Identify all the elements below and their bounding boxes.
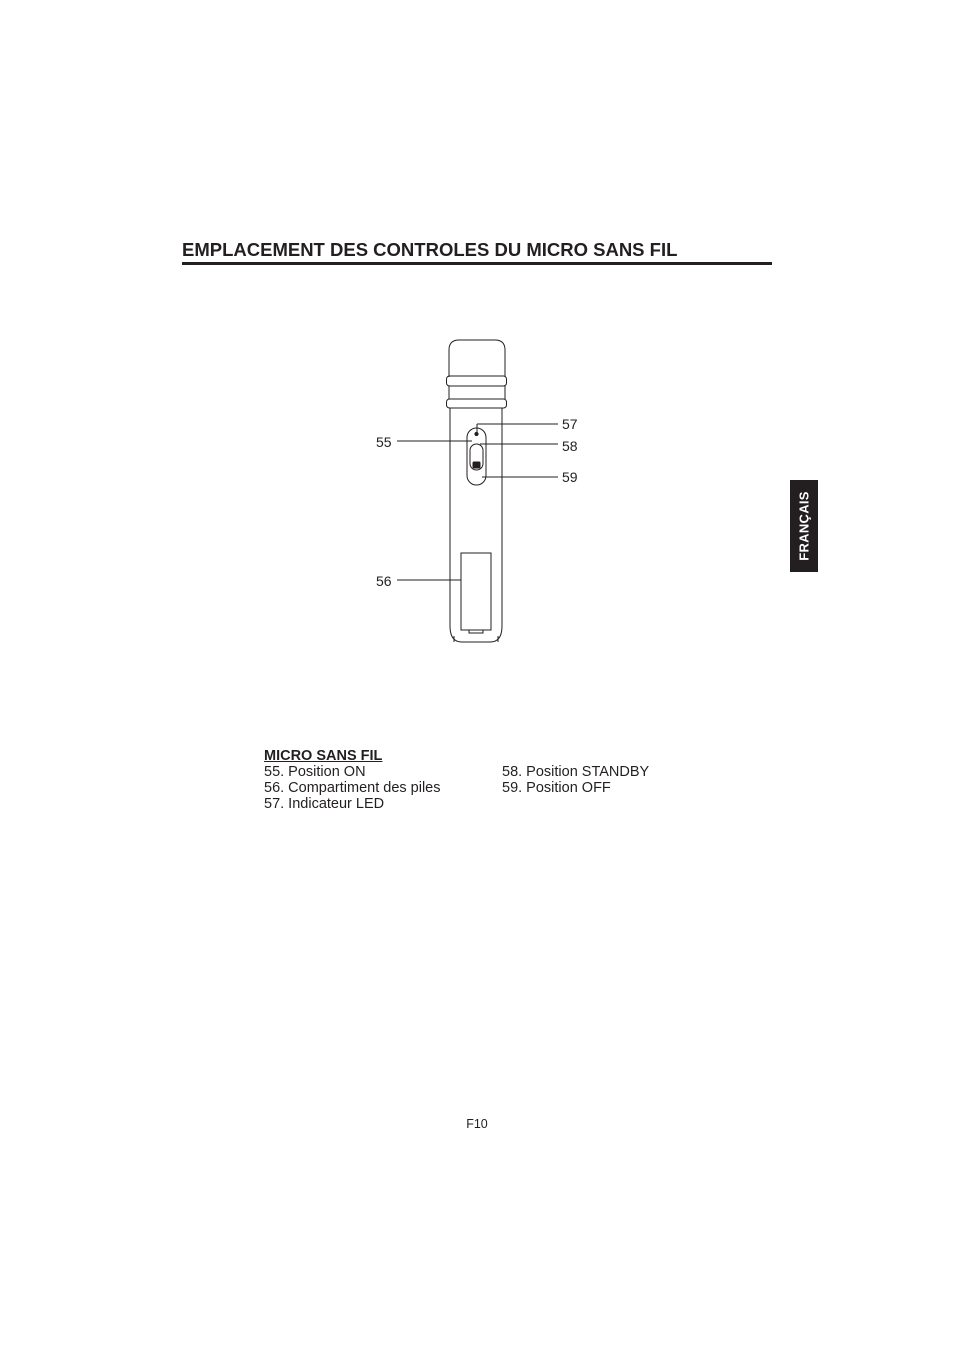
legend-column-right	[502, 764, 649, 796]
led-indicator	[475, 432, 478, 435]
callout-58: 58	[562, 438, 578, 454]
legend-item: 59. Position OFF	[502, 780, 611, 796]
legend-column-left	[264, 764, 441, 812]
legend-heading: MICRO SANS FIL	[264, 748, 383, 764]
legend-item: 56. Compartiment des piles	[264, 780, 441, 796]
page-title: EMPLACEMENT DES CONTROLES DU MICRO SANS FIL	[182, 239, 772, 265]
mic-ring-bottom	[447, 399, 507, 408]
legend-item: 55. Position ON	[264, 764, 366, 780]
mic-head	[449, 340, 505, 377]
legend-item: 57. Indicateur LED	[264, 796, 385, 812]
mic-ring-top	[447, 376, 507, 386]
mic-body	[450, 408, 502, 642]
page-number: F10	[466, 1117, 488, 1131]
battery-compartment	[461, 553, 491, 630]
legend-item: 58. Position STANDBY	[502, 764, 650, 780]
callout-59: 59	[562, 469, 578, 485]
language-tab-label: FRANÇAIS	[796, 491, 812, 561]
callout-57: 57	[562, 416, 578, 432]
callout-56: 56	[376, 573, 392, 589]
legend	[264, 748, 650, 812]
callout-55: 55	[376, 434, 392, 450]
